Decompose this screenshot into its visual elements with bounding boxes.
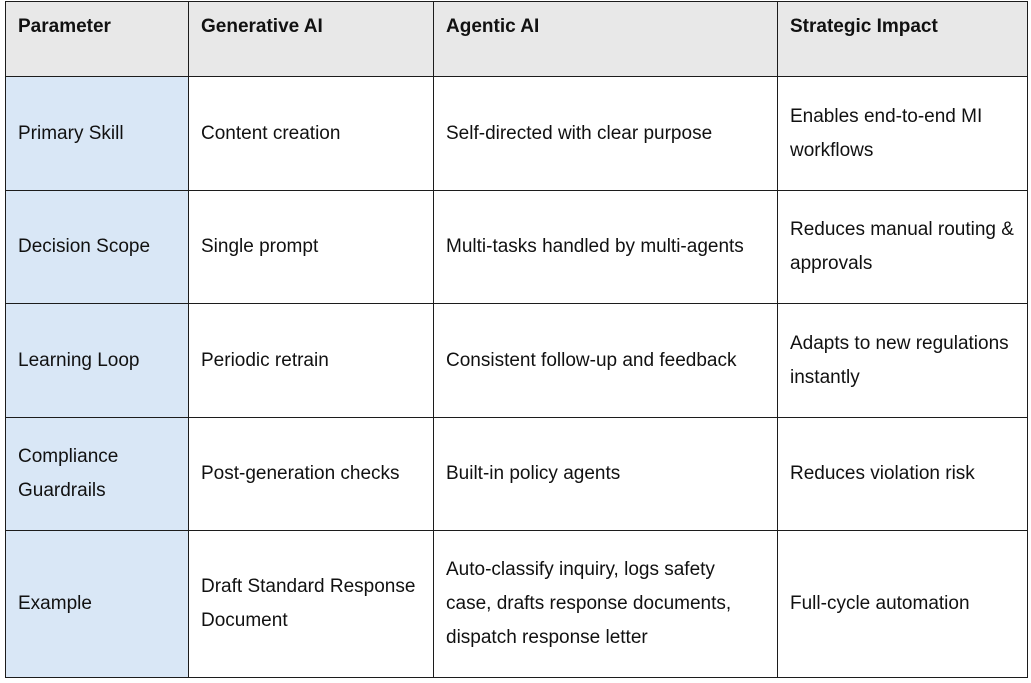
strategic-impact-cell[interactable]: Full-cycle automation (778, 531, 1028, 678)
agentic-ai-cell[interactable]: Multi-tasks handled by multi-agents (434, 191, 778, 304)
table-row (6, 531, 1028, 678)
parameter-cell[interactable]: Compliance Guardrails (6, 418, 189, 531)
header-cell-strategic-impact[interactable]: Strategic Impact (778, 2, 1028, 77)
header-cell-parameter[interactable]: Parameter (6, 2, 189, 77)
agentic-ai-cell[interactable]: Consistent follow-up and feedback (434, 304, 778, 418)
generative-ai-cell[interactable]: Periodic retrain (189, 304, 434, 418)
table-row (6, 191, 1028, 304)
agentic-ai-cell[interactable]: Self-directed with clear purpose (434, 77, 778, 191)
strategic-impact-cell[interactable]: Adapts to new regulations instantly (778, 304, 1028, 418)
generative-ai-cell[interactable]: Post-generation checks (189, 418, 434, 531)
comparison-table (5, 1, 1028, 678)
generative-ai-cell[interactable]: Draft Standard Response Document (189, 531, 434, 678)
parameter-cell[interactable]: Decision Scope (6, 191, 189, 304)
table-row (6, 304, 1028, 418)
strategic-impact-cell[interactable]: Reduces manual routing & approvals (778, 191, 1028, 304)
header-row (6, 2, 1028, 77)
strategic-impact-cell[interactable]: Enables end-to-end MI workflows (778, 77, 1028, 191)
table-row (6, 418, 1028, 531)
agentic-ai-cell[interactable]: Built-in policy agents (434, 418, 778, 531)
table-row (6, 77, 1028, 191)
generative-ai-cell[interactable]: Content creation (189, 77, 434, 191)
strategic-impact-cell[interactable]: Reduces violation risk (778, 418, 1028, 531)
parameter-cell[interactable]: Learning Loop (6, 304, 189, 418)
parameter-cell[interactable]: Example (6, 531, 189, 678)
parameter-cell[interactable]: Primary Skill (6, 77, 189, 191)
header-cell-generative-ai[interactable]: Generative AI (189, 2, 434, 77)
agentic-ai-cell[interactable]: Auto-classify inquiry, logs safety case, drafts response documents, dispatch response letter (434, 531, 778, 678)
header-cell-agentic-ai[interactable]: Agentic AI (434, 2, 778, 77)
generative-ai-cell[interactable]: Single prompt (189, 191, 434, 304)
